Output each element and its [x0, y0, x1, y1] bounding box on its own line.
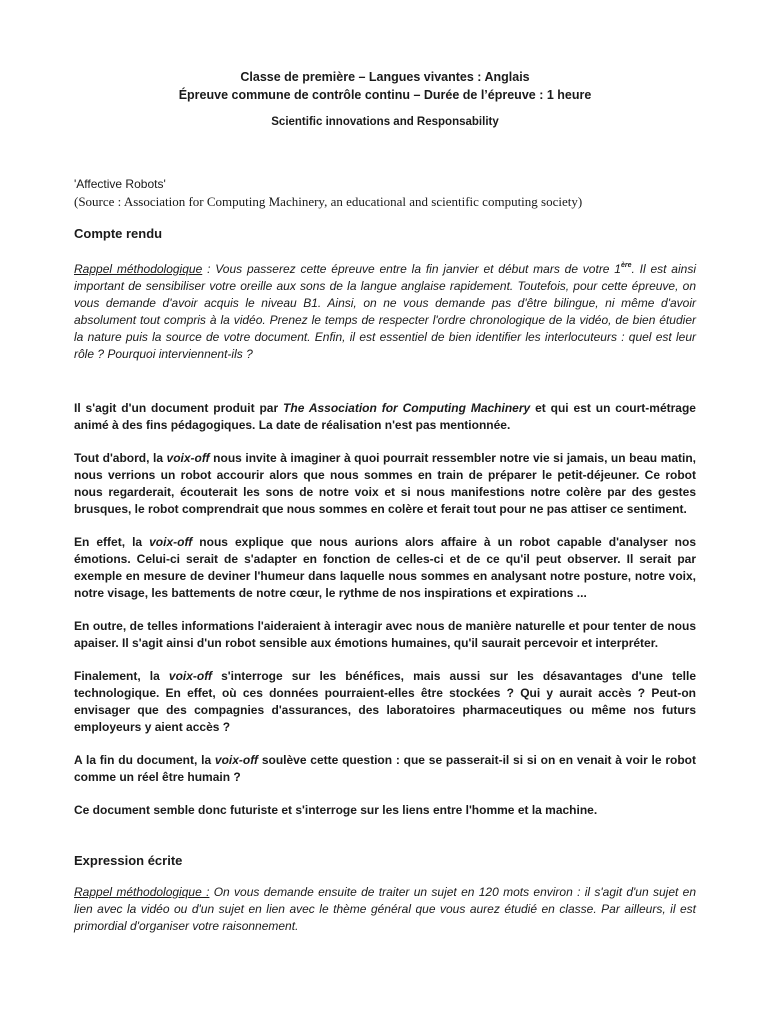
video-title: 'Affective Robots'	[74, 177, 166, 191]
text-run: Tout d'abord, la	[74, 451, 167, 465]
paragraph-final-question	[74, 752, 696, 786]
document-subtitle: Scientific innovations and Responsability	[271, 116, 499, 128]
header-exam-line: Épreuve commune de contrôle continu – Durée de l’épreuve : 1 heure	[178, 88, 592, 102]
paragraph-introduction	[74, 450, 696, 518]
header-class-line: Classe de première – Langues vivantes : Anglais	[240, 70, 530, 84]
paragraph-interaction: En outre, de telles informations l'aideraient à interagir avec nous de manière naturelle et pour tenter de nous apaiser. Il s'agit ainsi d'un robot sensible aux émotions humaines, qu'il saurait percevoir et interpréter.	[74, 619, 696, 650]
method-label: Rappel méthodologique	[74, 262, 203, 276]
paragraph-benefits-drawbacks	[74, 668, 696, 736]
method-superscript: ère	[620, 262, 632, 269]
document-header	[74, 68, 696, 104]
paragraph-conclusion: Ce document semble donc futuriste et s'interroge sur les liens entre l'homme et la machine.	[74, 803, 598, 817]
method-text: On vous demande ensuite de traiter un sujet en 120 mots environ : il s'agit d'un sujet en lien avec la vidéo ou d'un sujet en lien avec le thème général que vous aurez étudié en classe. Par ailleurs, il est primordial d'organiser votre raisonnement.	[74, 885, 696, 933]
text-run: nous explique que nous aurions alors affaire à un robot capable d'analyser nos émotions. Celui-ci serait de s'adapter en fonction de celles-ci et de ce qu'il peut observer. Il serait par exemple en mesure de deviner l'humeur dans laquelle nous sommes en analysant notre posture, notre voix, notre visage, les battements de notre cœur, le rythme de nos inspirations et expirations ...	[74, 535, 697, 600]
compte-rendu-method-note	[74, 261, 696, 363]
paragraph-document-origin	[74, 400, 696, 434]
text-run: nous invite à imaginer à quoi pourrait ressembler notre vie si jamais, un beau matin, nous verrions un robot accourir alors que nous sommes en train de préparer le petit-déjeuner. Ce robot nous regarderait, écouterait les sons de notre voix et si nous manifestions notre colère par des gestes brusques, le robot comprendrait que nous sommes en colère et ferait tout pour ne pas attiser ce sentiment.	[74, 451, 696, 516]
expression-ecrite-heading: Expression écrite	[74, 853, 183, 868]
paragraph-emotion-analysis	[74, 534, 696, 602]
source-citation: (Source : Association for Computing Machinery, an educational and scientific computing society)	[74, 194, 583, 209]
text-run: Finalement, la	[74, 669, 169, 683]
expression-method-note	[74, 884, 696, 935]
source-block	[74, 176, 696, 210]
compte-rendu-heading: Compte rendu	[74, 226, 163, 241]
text-run: Il s'agit d'un document produit par	[74, 401, 284, 415]
method-label: Rappel méthodologique :	[74, 885, 210, 899]
text-run: soulève cette question : que se passerait-il si si on en venait à voir le robot comme un réel être humain ?	[74, 753, 696, 784]
voix-off-term: voix-off	[214, 753, 259, 767]
method-text-b: . Il est ainsi important de sensibiliser votre oreille aux sons de la langue anglaise rapidement. Toutefois, pour cette épreuve, on vous demande d'avoir acquis le niveau B1. Ainsi, on ne vous demande pas d'être bilingue, ni même d'avoir absolument tout compris à la vidéo. Prenez le temps de respecter l'ordre chronologique de la vidéo, de bien étudier la nature puis la source de votre document. Enfin, il est essentiel de bien identifier les interlocuteurs : quel est leur rôle ? Pourquoi interviennent-ils ?	[74, 262, 696, 361]
voix-off-term: voix-off	[168, 669, 213, 683]
voix-off-term: voix-off	[166, 451, 210, 465]
text-run: et qui est un court-métrage animé à des fins pédagogiques. La date de réalisation n'est pas mentionnée.	[74, 401, 696, 432]
organization-name: The Association for Computing Machinery	[283, 401, 531, 415]
voix-off-term: voix-off	[149, 535, 193, 549]
method-text-a: : Vous passerez cette épreuve entre la fin janvier et début mars de votre 1	[202, 262, 621, 276]
document-page	[74, 68, 696, 935]
text-run: En effet, la	[74, 535, 150, 549]
text-run: A la fin du document, la	[74, 753, 215, 767]
text-run: s'interroge sur les bénéfices, mais aussi sur les désavantages d'une telle technologique. En effet, où ces données pourraient-elles être stockées ? Qui y aurait accès ? Peut-on envisager que des compagnies d'assurances, des laboratoires pharmaceutiques ou même nos futurs employeurs y aient accès ?	[74, 669, 696, 734]
